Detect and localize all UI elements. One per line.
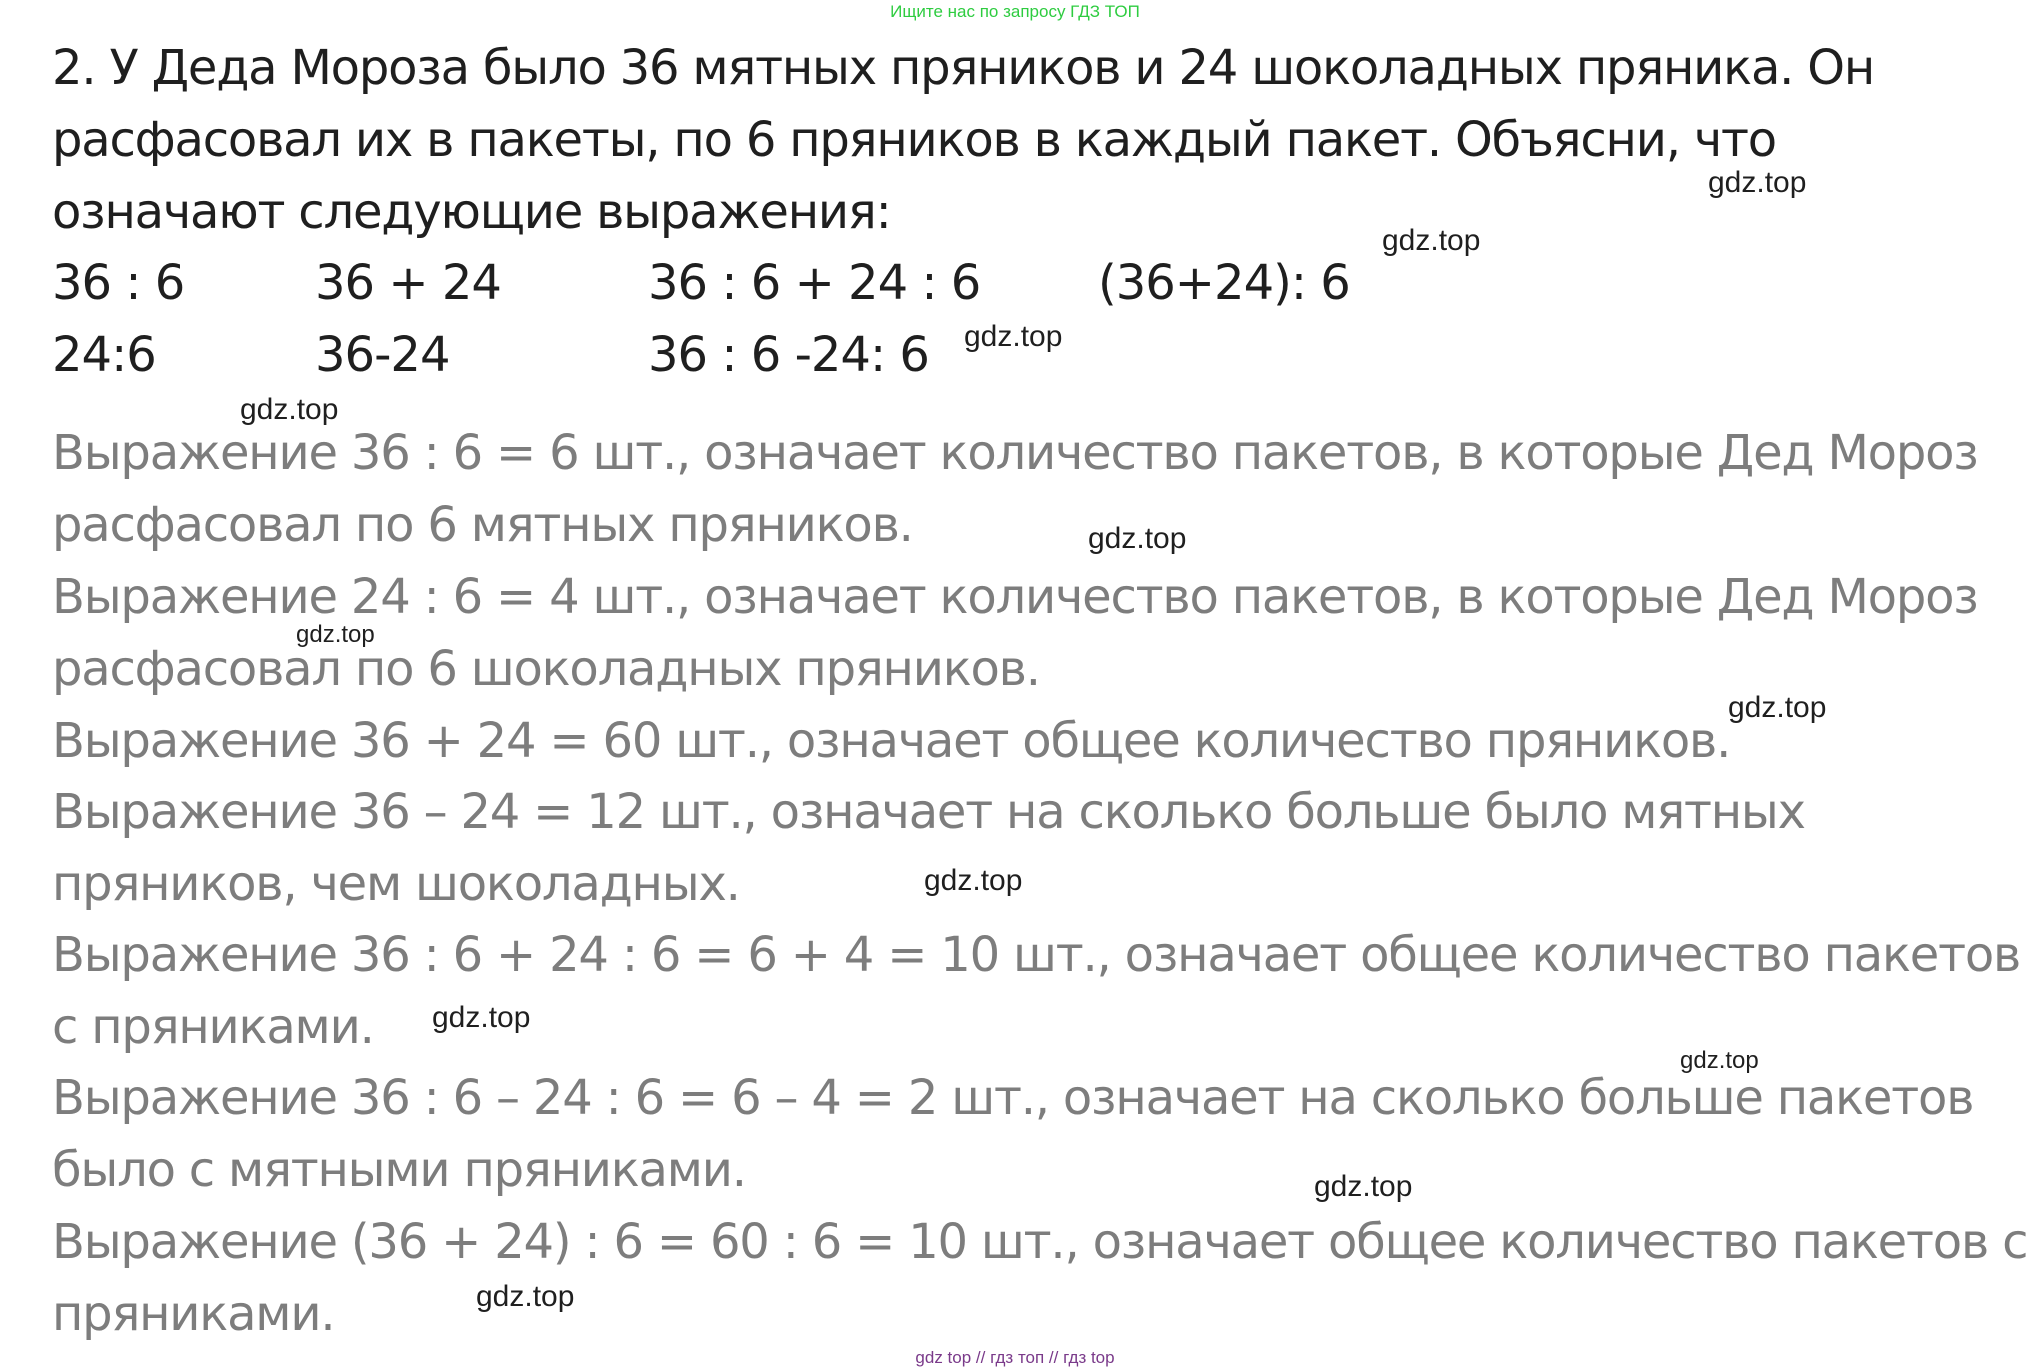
search-hint-banner: Ищите нас по запросу ГДЗ ТОП xyxy=(890,2,1140,21)
answer-line-10: Выражение 36 : 6 – 24 : 6 = 6 – 4 = 2 шт., означает на сколько больше пакетов xyxy=(52,1070,1974,1126)
answer-line-13: пряниками. xyxy=(52,1286,335,1342)
expression-sum-of-quotients: 36 : 6 + 24 : 6 xyxy=(648,255,981,311)
expression-24-div-6: 24:6 xyxy=(52,327,156,383)
watermark: gdz.top xyxy=(964,320,1063,353)
watermark: gdz.top xyxy=(432,1001,531,1034)
footer-watermark: gdz top // гдз топ // гдз top xyxy=(915,1348,1115,1367)
answer-line-7: пряников, чем шоколадных. xyxy=(52,856,740,912)
watermark: gdz.top xyxy=(1680,1047,1759,1074)
expression-36-div-6: 36 : 6 xyxy=(52,255,185,311)
answer-line-6: Выражение 36 – 24 = 12 шт., означает на сколько больше было мятных xyxy=(52,784,1805,840)
answer-line-2: расфасовал по 6 мятных пряников. xyxy=(52,497,913,553)
expression-difference-of-quotients: 36 : 6 -24: 6 xyxy=(648,327,929,383)
answer-line-5: Выражение 36 + 24 = 60 шт., означает общее количество пряников. xyxy=(52,713,1731,769)
expression-36-plus-24: 36 + 24 xyxy=(315,255,501,311)
watermark: gdz.top xyxy=(1382,224,1481,257)
expression-36-minus-24: 36-24 xyxy=(315,327,450,383)
task-line-2: расфасовал их в пакеты, по 6 пряников в каждый пакет. Объясни, что xyxy=(52,112,1776,168)
task-line-1: 2. У Деда Мороза было 36 мятных пряников и 24 шоколадных пряника. Он xyxy=(52,40,1875,96)
watermark: gdz.top xyxy=(1088,522,1187,555)
answer-line-11: было с мятными пряниками. xyxy=(52,1142,746,1198)
answer-line-8: Выражение 36 : 6 + 24 : 6 = 6 + 4 = 10 шт., означает общее количество пакетов xyxy=(52,927,2021,983)
answer-line-4: расфасовал по 6 шоколадных пряников. xyxy=(52,641,1040,697)
watermark: gdz.top xyxy=(924,864,1023,897)
task-line-3: означают следующие выражения: xyxy=(52,184,891,240)
expression-sum-divided: (36+24): 6 xyxy=(1098,255,1350,311)
answer-line-12: Выражение (36 + 24) : 6 = 60 : 6 = 10 шт., означает общее количество пакетов с xyxy=(52,1214,2028,1270)
watermark: gdz.top xyxy=(1708,166,1807,199)
answer-line-9: с пряниками. xyxy=(52,999,374,1055)
watermark: gdz.top xyxy=(476,1280,575,1313)
watermark: gdz.top xyxy=(1728,691,1827,724)
answer-line-3: Выражение 24 : 6 = 4 шт., означает количество пакетов, в которые Дед Мороз xyxy=(52,569,1978,625)
watermark: gdz.top xyxy=(1314,1170,1413,1203)
answer-line-1: Выражение 36 : 6 = 6 шт., означает количество пакетов, в которые Дед Мороз xyxy=(52,425,1978,481)
watermark: gdz.top xyxy=(240,393,339,426)
watermark: gdz.top xyxy=(296,621,375,648)
